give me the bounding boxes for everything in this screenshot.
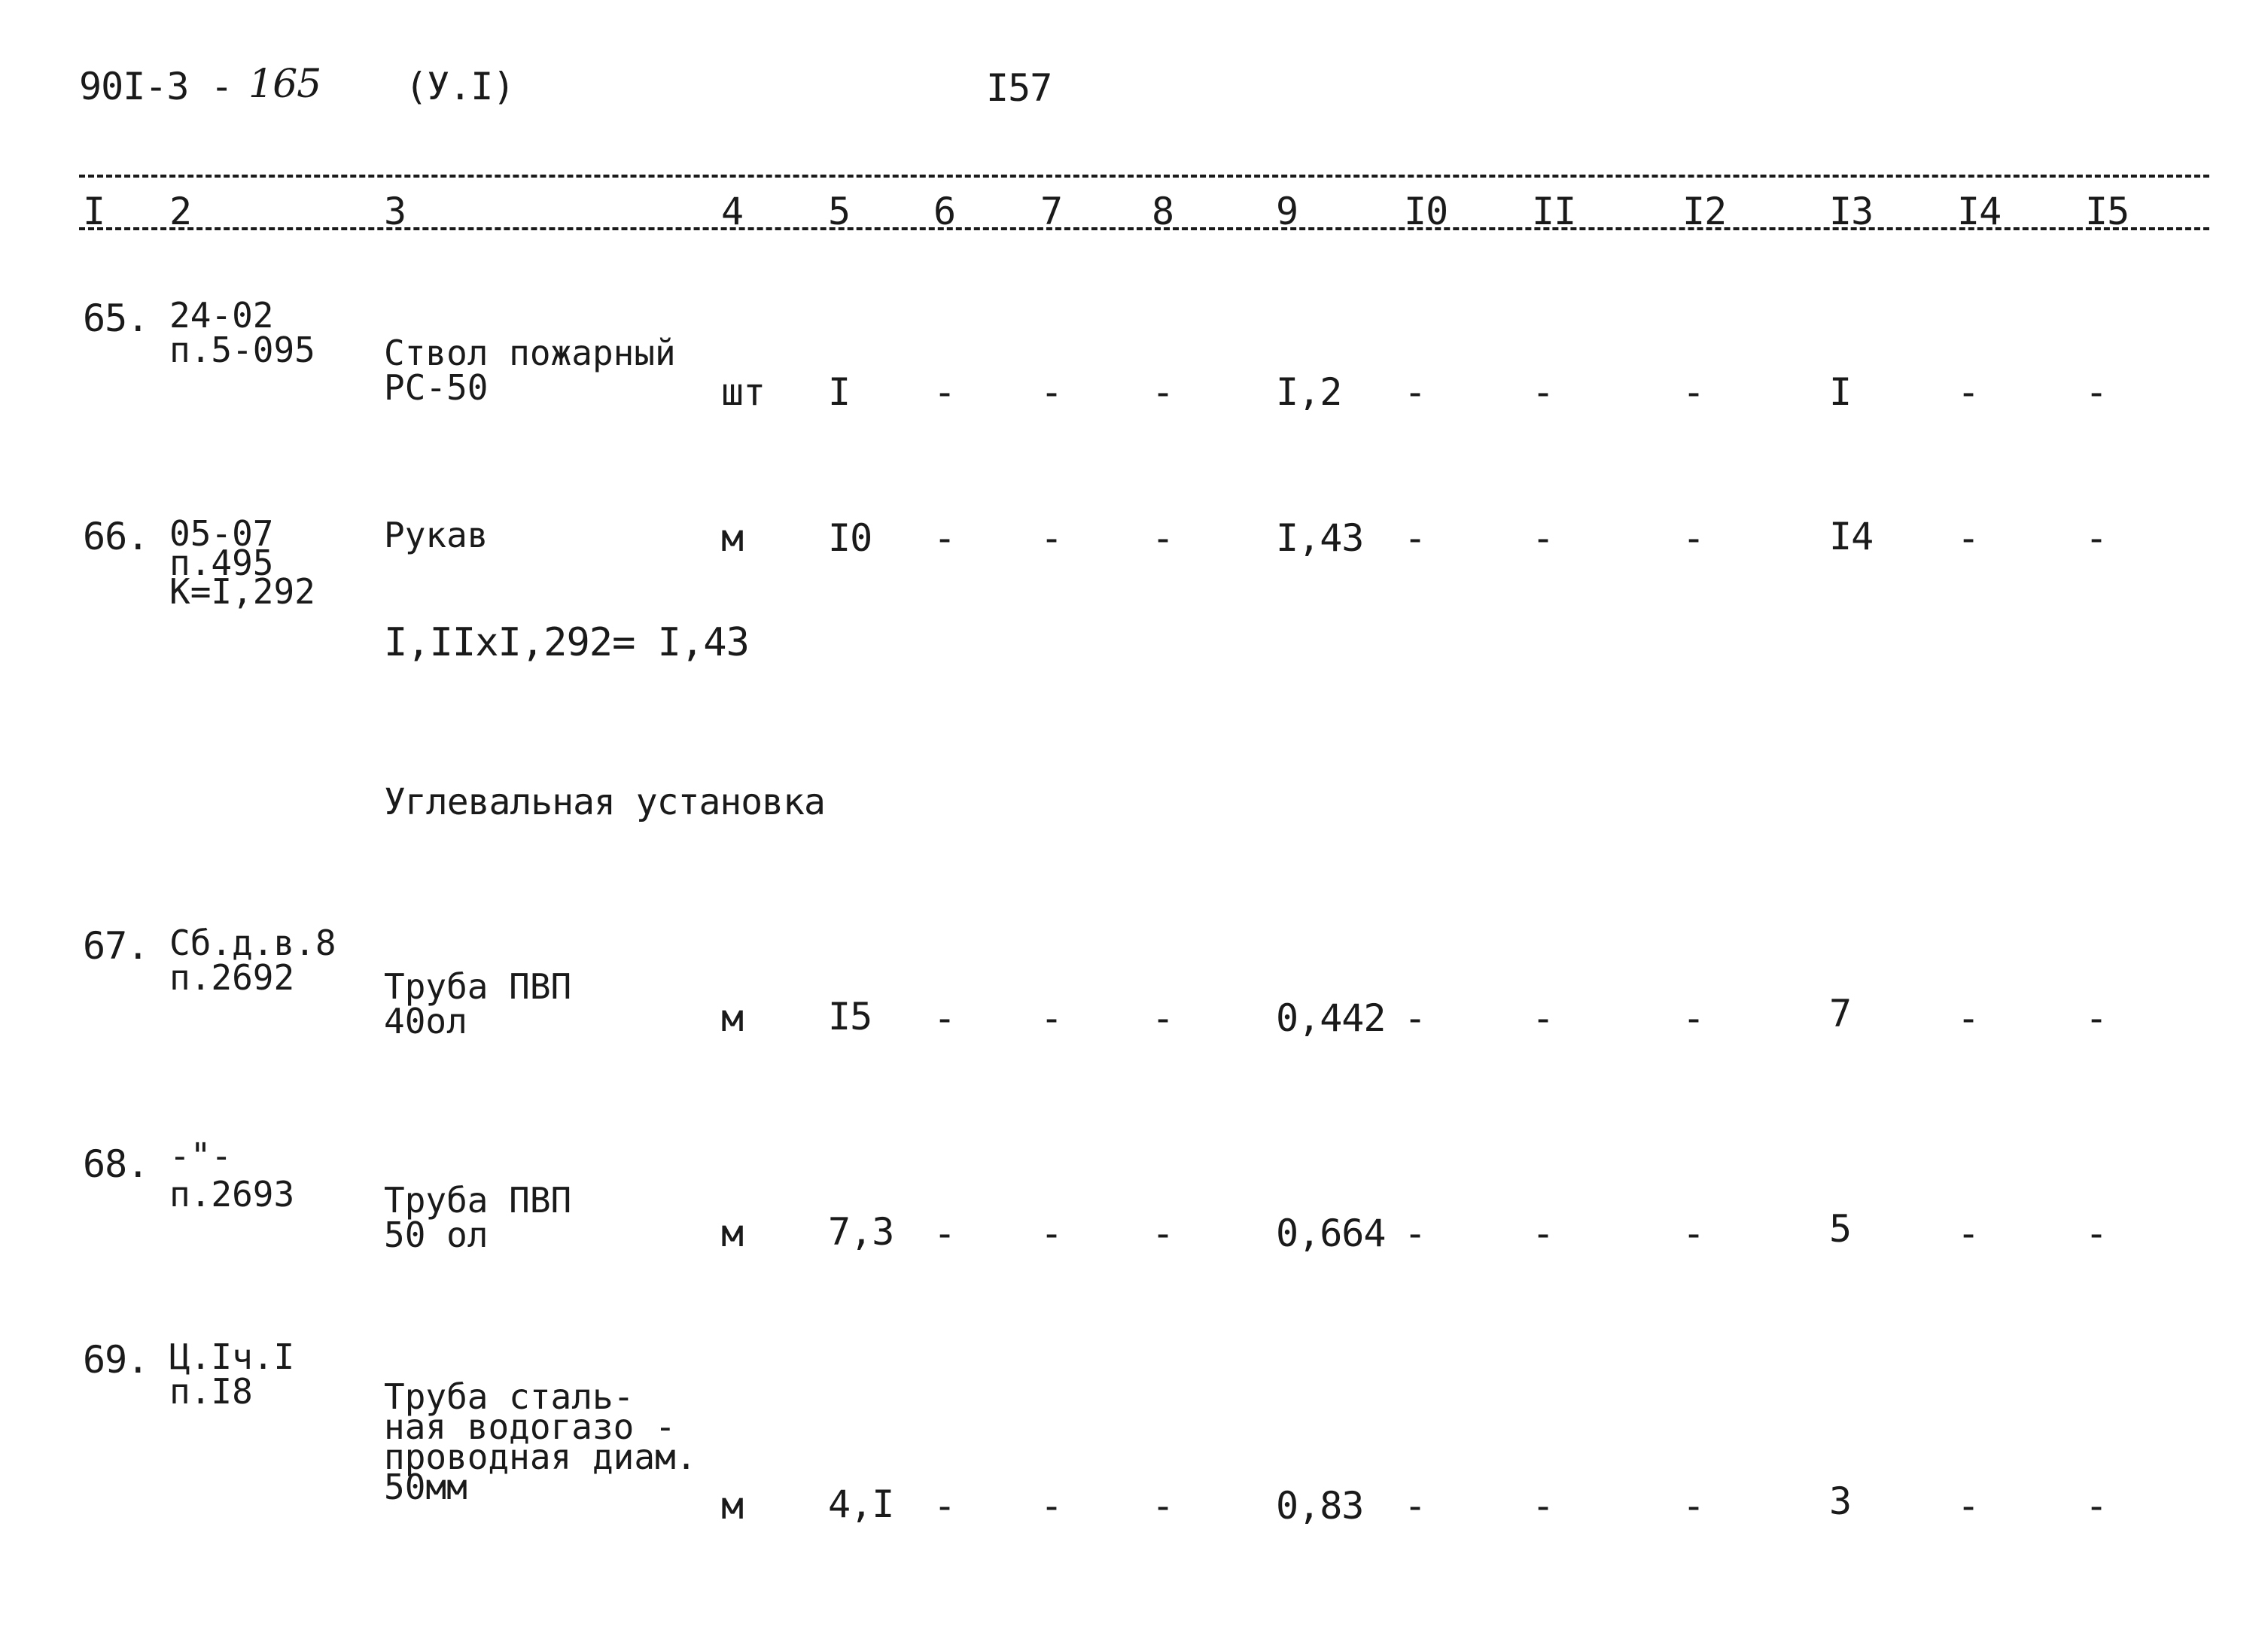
row-number: 66.: [83, 515, 149, 558]
document-code-handwritten: 165: [248, 62, 321, 107]
cell-col8: -: [1152, 996, 1174, 1040]
column-header: I3: [1829, 190, 1874, 233]
cell-col10: -: [1404, 996, 1426, 1040]
column-header: 5: [828, 190, 851, 233]
cell-col14: -: [1957, 1484, 1980, 1528]
unit: м: [721, 1484, 744, 1528]
header-rule-top: [79, 175, 2209, 178]
cell-col10: -: [1404, 370, 1426, 414]
column-header: I5: [2085, 190, 2129, 233]
cell-col13: 7: [1829, 992, 1852, 1035]
column-header: II: [1532, 190, 1576, 233]
cell-col10: -: [1404, 1212, 1426, 1255]
cell-col15: -: [2085, 370, 2108, 414]
cell-col12: -: [1682, 370, 1705, 414]
cell-col7: -: [1040, 370, 1063, 414]
row-number: 67.: [83, 924, 149, 968]
column-header: 4: [721, 190, 744, 233]
cell-col7: -: [1040, 996, 1063, 1040]
page-number: I57: [986, 66, 1052, 110]
volume-label: (У.I): [405, 65, 515, 108]
cell-col10: -: [1404, 1484, 1426, 1528]
row-number: 69.: [83, 1338, 149, 1382]
reference-code: Ц.Iч.I п.I8: [169, 1336, 295, 1412]
cell-col9: 0,664: [1276, 1212, 1386, 1255]
cell-col6: -: [933, 1484, 956, 1528]
column-header: 9: [1276, 190, 1298, 233]
column-header: I: [83, 190, 105, 233]
cell-col7: -: [1040, 1484, 1063, 1528]
cell-col5: I: [828, 370, 851, 414]
reference-code: -"- п.2693: [169, 1136, 295, 1215]
cell-col8: -: [1152, 1484, 1174, 1528]
cell-col8: -: [1152, 370, 1174, 414]
column-header: I4: [1957, 190, 2002, 233]
cell-col11: -: [1532, 1484, 1554, 1528]
cell-col9: I,43: [1276, 516, 1364, 560]
column-header: 3: [384, 190, 406, 233]
cell-col14: -: [1957, 370, 1980, 414]
document-code: 90I-3 -: [79, 65, 233, 108]
cell-col5: I5: [828, 995, 872, 1038]
cell-col15: -: [2085, 996, 2108, 1040]
cell-col11: -: [1532, 516, 1554, 560]
cell-col10: -: [1404, 516, 1426, 560]
column-header: 8: [1152, 190, 1174, 233]
reference-code: Сб.д.в.8 п.2692: [169, 923, 336, 998]
cell-col7: -: [1040, 1212, 1063, 1255]
unit: м: [721, 996, 744, 1040]
column-header: 2: [169, 190, 192, 233]
column-header: I0: [1404, 190, 1448, 233]
cell-col12: -: [1682, 1212, 1705, 1255]
reference-code: 24-02 п.5-095: [169, 295, 315, 370]
cell-col8: -: [1152, 1212, 1174, 1255]
item-name: Рукав: [384, 515, 489, 555]
reference-code: 05-07 п.495 К=I,292: [169, 513, 315, 612]
header-rule-bottom: [79, 227, 2209, 230]
section-title: Углевальная установка: [384, 781, 825, 823]
cell-col14: -: [1957, 516, 1980, 560]
cell-col5: 7,3: [828, 1210, 894, 1254]
cell-col6: -: [933, 996, 956, 1040]
cell-col13: I: [1829, 370, 1852, 414]
cell-col7: -: [1040, 516, 1063, 560]
unit: м: [721, 1212, 744, 1255]
cell-col15: -: [2085, 1212, 2108, 1255]
cell-col6: -: [933, 370, 956, 414]
cell-col15: -: [2085, 516, 2108, 560]
cell-col8: -: [1152, 516, 1174, 560]
cell-col6: -: [933, 1212, 956, 1255]
column-header: 6: [933, 190, 956, 233]
column-header: I2: [1682, 190, 1727, 233]
cell-col12: -: [1682, 516, 1705, 560]
item-name: Труба ПВП 50 ол: [384, 1180, 572, 1255]
calculation-note: I,IIxI,292= I,43: [384, 620, 749, 665]
column-header: 7: [1040, 190, 1063, 233]
item-name: Ствол пожарный РС-50: [384, 333, 676, 408]
cell-col5: I0: [828, 516, 872, 560]
cell-col14: -: [1957, 1212, 1980, 1255]
cell-col15: -: [2085, 1484, 2108, 1528]
row-number: 65.: [83, 296, 149, 340]
cell-col11: -: [1532, 370, 1554, 414]
cell-col5: 4,I: [828, 1482, 894, 1526]
cell-col13: I4: [1829, 515, 1874, 558]
cell-col13: 3: [1829, 1479, 1852, 1523]
cell-col13: 5: [1829, 1207, 1852, 1251]
item-name: Труба сталь- ная водогазо - проводная диам. 50мм: [384, 1376, 697, 1507]
cell-col9: 0,442: [1276, 996, 1386, 1040]
cell-col11: -: [1532, 996, 1554, 1040]
cell-col9: I,2: [1276, 370, 1342, 414]
cell-col14: -: [1957, 996, 1980, 1040]
cell-col12: -: [1682, 996, 1705, 1040]
cell-col6: -: [933, 516, 956, 560]
unit: м: [721, 516, 744, 560]
cell-col9: 0,83: [1276, 1484, 1364, 1528]
row-number: 68.: [83, 1142, 149, 1186]
cell-col11: -: [1532, 1212, 1554, 1255]
unit: шт: [721, 370, 766, 414]
item-name: Труба ПВП 40ол: [384, 966, 572, 1041]
cell-col12: -: [1682, 1484, 1705, 1528]
